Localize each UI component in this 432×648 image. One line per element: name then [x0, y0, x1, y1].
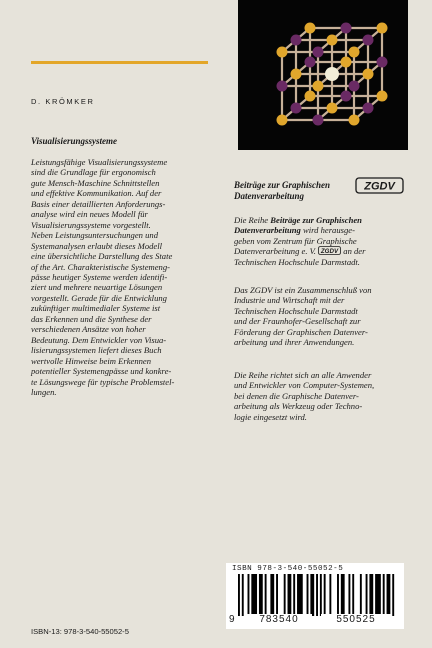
barcode-bar — [284, 574, 286, 616]
description-line: Systemanalysen erlaubt dieses Modell — [31, 240, 163, 251]
lattice-atom — [349, 47, 360, 58]
barcode-bar — [276, 574, 278, 616]
barcode-bar — [341, 574, 345, 616]
series-audience-line: bei denen die Graphische Datenver- — [234, 390, 359, 401]
lattice-atom — [349, 81, 360, 92]
zgdv-description-line: Industrie und Wirtschaft mit der — [234, 295, 345, 306]
barcode-bar — [242, 574, 244, 616]
lattice-atom — [325, 67, 339, 81]
lattice-atom — [363, 103, 374, 114]
p1-line4-pre: Datenverarbeitung e. V. — [234, 246, 316, 257]
lattice-atom — [313, 81, 324, 92]
description-line: lisierungssystemen liefert dieses Buch — [31, 345, 162, 356]
p1-line1-bold: Beiträge zur Graphischen — [270, 215, 362, 225]
series-title-line1: Beiträge zur Graphischen — [234, 180, 331, 190]
lattice-atom — [363, 35, 374, 46]
series-audience-line: Die Reihe richtet sich an alle Anwender — [234, 370, 372, 380]
barcode-block — [226, 563, 404, 629]
barcode-bar — [270, 574, 274, 616]
barcode-bar — [238, 574, 240, 616]
description-line: Leistungsfähige Visualisierungssysteme — [31, 157, 168, 167]
description-line: of the Art. Charakteristische Systemeng- — [31, 261, 170, 272]
lattice-atom — [291, 35, 302, 46]
p1-line2-post: wird herausge- — [300, 225, 355, 236]
barcode-bar — [329, 574, 331, 616]
isbn-13: ISBN-13: 978-3-540-55052-5 — [31, 627, 129, 636]
barcode-bar — [375, 574, 381, 616]
lattice-atom — [305, 57, 316, 68]
lattice-atom — [277, 47, 288, 58]
ean-right-digits: 550525 — [321, 614, 391, 625]
p1-line3: geben vom Zentrum für Graphische — [234, 235, 357, 246]
zgdv-description-line: Das ZGDV ist ein Zusammenschluß von — [234, 285, 372, 295]
svg-text:ZGDV: ZGDV — [321, 248, 339, 256]
series-publisher-paragraph — [234, 215, 414, 267]
lattice-atom — [377, 23, 388, 34]
barcode-bar — [307, 574, 309, 616]
series-audience-line: und Entwickler von Computer-Systemen, — [234, 380, 375, 391]
ean-left-digits: 783540 — [246, 614, 312, 625]
lattice-atom — [341, 91, 352, 102]
lattice-atom — [305, 91, 316, 102]
barcode-bar — [324, 574, 326, 616]
description-line: Neben Leistungsuntersuchungen und — [31, 230, 158, 241]
zgdv-description-line: und der Fraunhofer-Gesellschaft zur — [234, 316, 361, 327]
barcode-bar — [259, 574, 263, 616]
description-line: Bedeutung. Dem Entwickler von Visua- — [31, 334, 167, 345]
lattice-atom — [341, 23, 352, 34]
description-line: vorgestellt. Gerade für die Entwicklung — [31, 292, 167, 303]
crystal-lattice-image — [238, 0, 408, 150]
barcode-icon — [238, 574, 396, 616]
description-line: Visualisierungssysteme vorgestellt. — [31, 219, 151, 230]
barcode-bar — [383, 574, 385, 616]
description-line: verschiedenen Ansätze von hoher — [31, 324, 146, 335]
description-line: wertvolle Hinweise beim Erkennen — [31, 355, 152, 366]
lattice-atom — [327, 103, 338, 114]
barcode-bar — [248, 574, 250, 616]
p1-line5: Technischen Hochschule Darmstadt. — [234, 256, 360, 267]
ean-first-digit: 9 — [229, 614, 235, 625]
zgdv-logo-icon — [355, 177, 404, 194]
svg-text:ZGDV: ZGDV — [364, 180, 395, 193]
barcode-bar — [392, 574, 394, 616]
series-title-line2: Datenverarbeitung — [234, 190, 305, 201]
description-line: Basis einer detaillierten Anforderungs- — [31, 198, 166, 209]
zgdv-description-paragraph — [234, 285, 414, 348]
description-line: potentieller Systemengpässe und konkre- — [31, 366, 172, 377]
barcode-bar — [293, 574, 295, 616]
description-line: ziert und mehrere neuartige Lösungen — [31, 282, 163, 293]
book-description — [31, 157, 214, 397]
lattice-atom — [377, 91, 388, 102]
barcode-bar — [265, 574, 267, 616]
accent-rule — [31, 61, 208, 64]
lattice-atom — [377, 57, 388, 68]
barcode-bar — [387, 574, 391, 616]
lattice-atom — [291, 69, 302, 80]
barcode-bar — [320, 574, 322, 616]
lattice-atom — [327, 35, 338, 46]
p1-line4-post: an der — [343, 246, 366, 257]
zgdv-description-line: Technischen Hochschule Darmstadt — [234, 305, 358, 316]
barcode-bar — [348, 574, 350, 616]
barcode-bar — [316, 574, 318, 616]
zgdv-inline-logo-icon — [318, 246, 341, 255]
barcode-bar — [337, 574, 339, 616]
series-audience-line: arbeitung als Werkzeug oder Techno- — [234, 401, 363, 412]
zgdv-description-line: arbeitung und ihrer Anwendungen. — [234, 337, 355, 348]
series-audience-paragraph — [234, 370, 414, 422]
description-line: te Lösungswege für typische Problemstel- — [31, 376, 175, 387]
lattice-atom — [277, 115, 288, 126]
barcode-bar — [310, 574, 314, 616]
barcode-bar — [352, 574, 354, 616]
barcode-bar — [360, 574, 362, 616]
description-line: analyse wird ein neues Modell für — [31, 209, 148, 220]
description-line: sind die Grundlage für ergonomisch — [31, 167, 156, 178]
description-line: das Erkennen und die Synthese der — [31, 313, 152, 324]
barcode-isbn-label: ISBN 978-3-540-55052-5 — [232, 565, 344, 573]
p1-line1-pre: Die Reihe — [234, 215, 271, 225]
lattice-atom — [313, 115, 324, 126]
description-line: gute Mensch-Maschine Schnittstellen — [31, 177, 160, 188]
description-line: eine übersichtliche Darstellung des State — [31, 251, 173, 262]
book-title: Visualisierungssysteme — [31, 136, 118, 146]
description-line: pässe heutiger Systeme werden identifi- — [31, 271, 168, 282]
description-line: zukünftiger multimedialer Systeme ist — [31, 303, 161, 314]
description-line: lungen. — [31, 386, 57, 397]
barcode-bar — [251, 574, 257, 616]
lattice-atom — [363, 69, 374, 80]
barcode-bar — [366, 574, 368, 616]
zgdv-description-line: Förderung der Graphischen Datenver- — [234, 326, 368, 337]
author-name: D. KRÖMKER — [31, 97, 95, 106]
barcode-bar — [288, 574, 292, 616]
lattice-atom — [305, 23, 316, 34]
p1-line2-bold: Datenverarbeitung — [234, 225, 301, 236]
series-audience-line: logie eingesetzt wird. — [234, 411, 307, 422]
lattice-atom — [291, 103, 302, 114]
description-line: und effektive Kommunikation. Auf der — [31, 188, 162, 199]
barcode-bar — [369, 574, 373, 616]
crystal-lattice-icon — [238, 0, 408, 150]
lattice-atom — [277, 81, 288, 92]
lattice-atom — [313, 47, 324, 58]
lattice-atom — [349, 115, 360, 126]
lattice-atom — [341, 57, 352, 68]
barcode-bar — [297, 574, 303, 616]
